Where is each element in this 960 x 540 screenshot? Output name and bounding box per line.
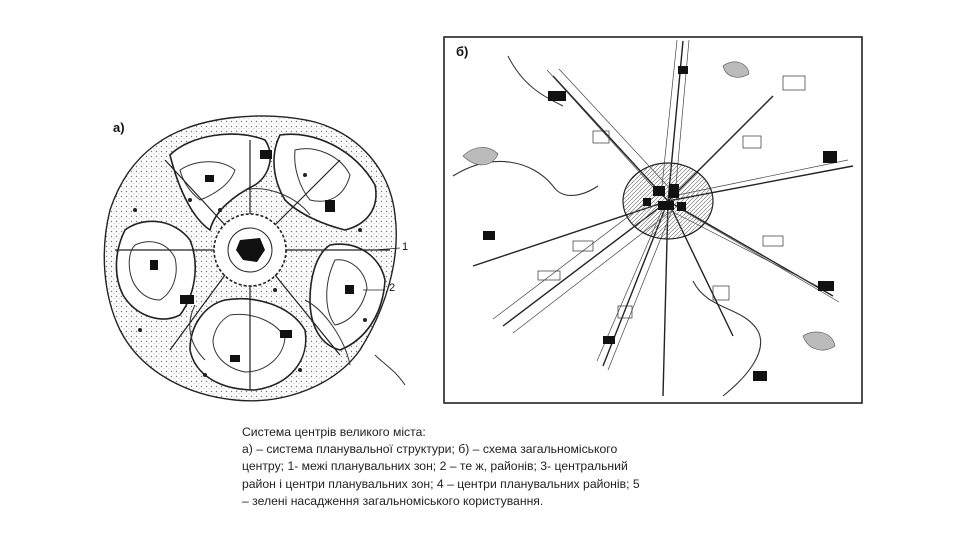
planning-structure-map [95, 100, 415, 410]
caption-line: район і центри планувальних зон; 4 – центри планувальних районів; 5 [242, 476, 640, 491]
caption-line: а) – система планувальної структури; б) – схема загальноміського [242, 442, 618, 457]
city-center-scheme-map [443, 36, 863, 404]
figure-caption [242, 424, 712, 510]
legend-marker-2: 2 [389, 282, 396, 294]
figure-b-label: б) [456, 44, 469, 59]
legend-marker-1: 1 [402, 241, 409, 253]
river [375, 355, 405, 385]
zone-boundary-east [310, 244, 385, 350]
caption-line: Система центрів великого міста: [242, 425, 426, 439]
figure-a-label: а) [113, 120, 125, 135]
caption-line: центру; 1- межі планувальних зон; 2 – те ж, районів; 3- центральний [242, 459, 628, 474]
caption-line: – зелені насадження загальноміського користування. [242, 493, 544, 508]
zone-boundary-south [190, 299, 306, 390]
